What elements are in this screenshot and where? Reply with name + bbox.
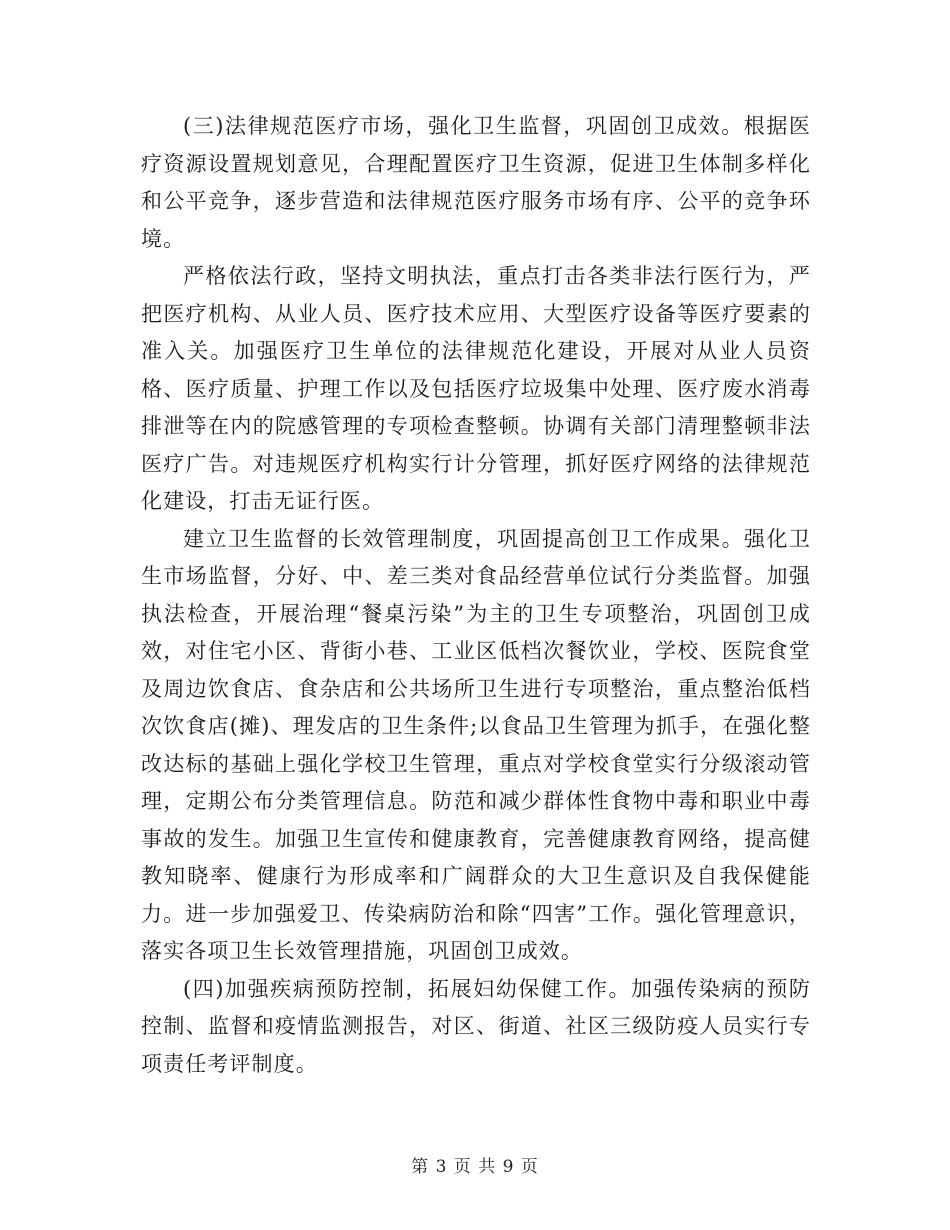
paragraph-supervision-system: 建立卫生监督的长效管理制度，巩固提高创卫工作成果。强化卫生市场监督，分好、中、差三类对食品经营单位试行分类监督。加强执法检查，开展治理“餐桌污染”为主的卫生专项整治，巩固创卫成效，对住宅小区、背街小巷、工业区低档次餐饮业，学校、医院食堂及周边饮食店、食杂店和公共场所卫生进行专项整治，重点整治低档次饮食店(摊)、理发店的卫生条件;以食品卫生管理为抓手，在强化整改达标的基础上强化学校卫生管理，重点对学校食堂实行分级滚动管理，定期公布分类管理信息。防范和减少群体性食物中毒和职业中毒事故的发生。加强卫生宣传和健康教育，完善健康教育网络，提高健教知晓率、健康行为形成率和广阔群众的大卫生意识及自我保健能力。进一步加强爱卫、传染病防治和除“四害”工作。强化管理意识，落实各项卫生长效管理措施，巩固创卫成效。 [141, 526, 811, 963]
document-body [141, 108, 811, 1083]
page-footer: 第 3 页 共 9 页 [411, 1157, 539, 1177]
paragraph-section-4-intro: (四)加强疾病预防控制，拓展妇幼保健工作。加强传染病的预防控制、监督和疫情监测报告，对区、街道、社区三级防疫人员实行专项责任考评制度。 [141, 976, 811, 1076]
paragraph-section-3-intro: (三)法律规范医疗市场，强化卫生监督，巩固创卫成效。根据医疗资源设置规划意见，合理配置医疗卫生资源，促进卫生体制多样化和公平竞争，逐步营造和法律规范医疗服务市场有序、公平的竞争环境。 [141, 114, 811, 251]
paragraph-law-enforcement: 严格依法行政，坚持文明执法，重点打击各类非法行医行为，严把医疗机构、从业人员、医疗技术应用、大型医疗设备等医疗要素的准入关。加强医疗卫生单位的法律规范化建设，开展对从业人员资格、医疗质量、护理工作以及包括医疗垃圾集中处理、医疗废水消毒排泄等在内的院感管理的专项检查整顿。协调有关部门清理整顿非法医疗广告。对违规医疗机构实行计分管理，抓好医疗网络的法律规范化建设，打击无证行医。 [141, 264, 811, 513]
